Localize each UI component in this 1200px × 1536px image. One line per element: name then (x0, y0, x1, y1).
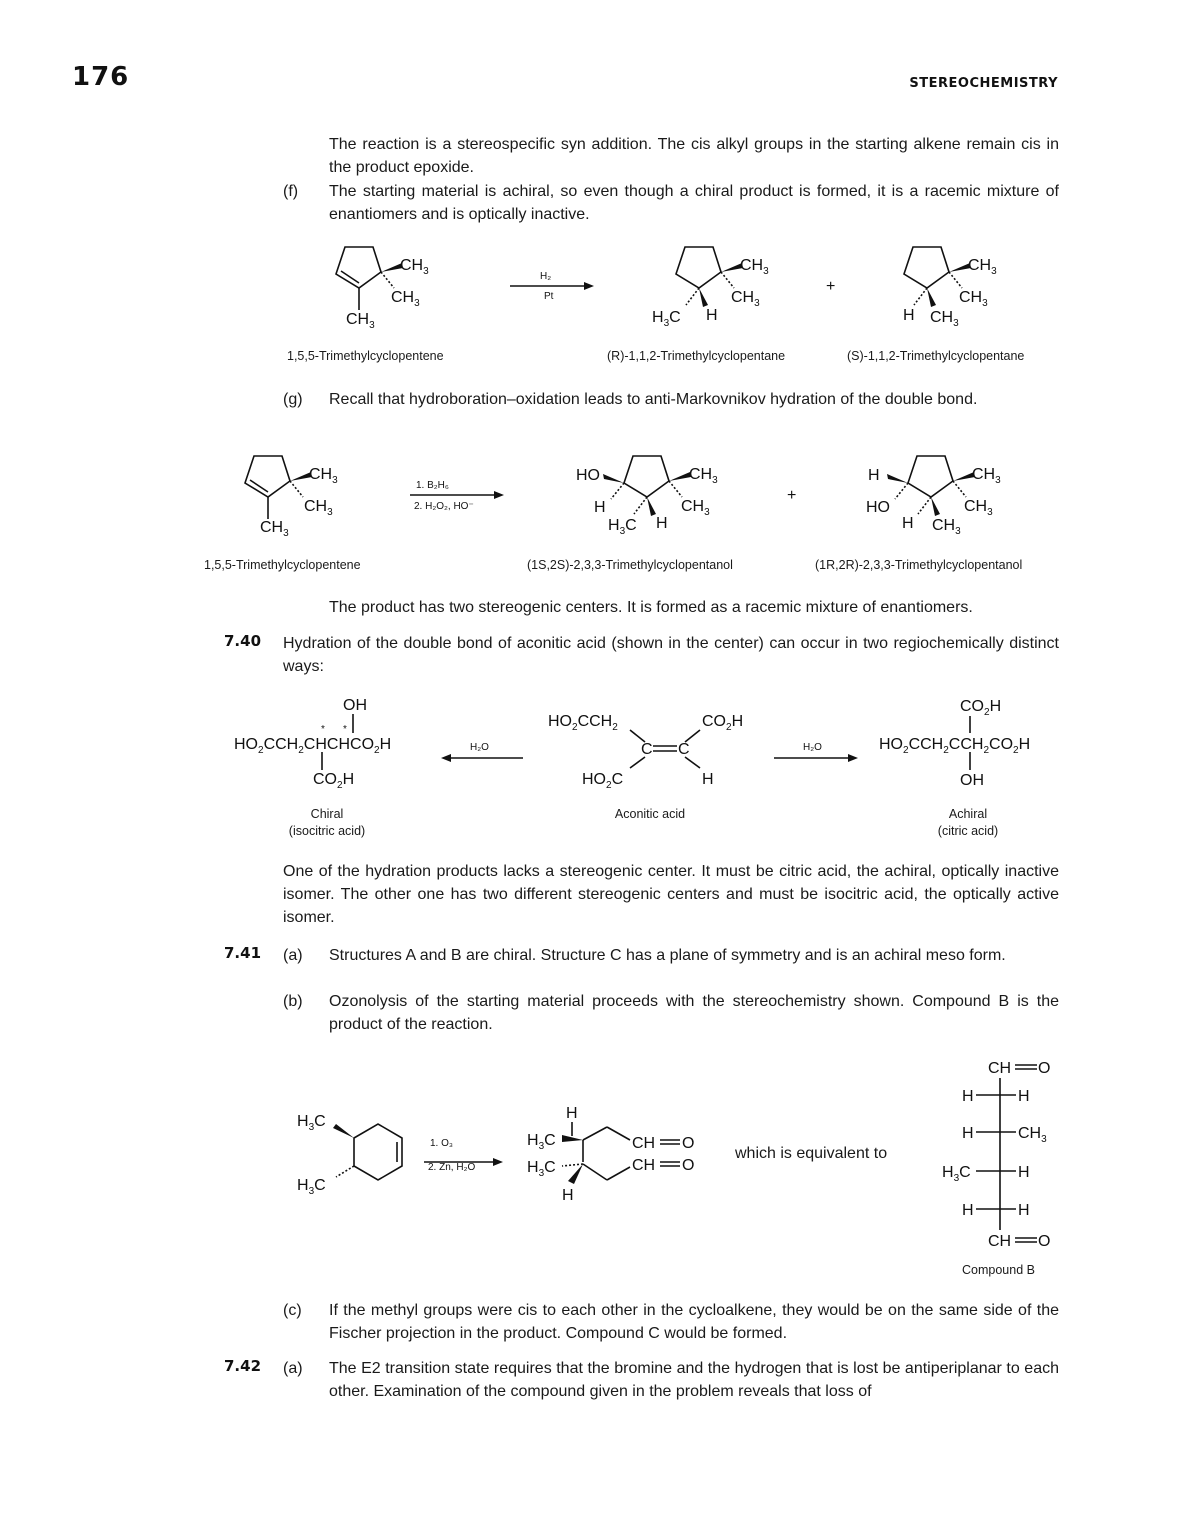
reagent-h2: H₂ (540, 271, 552, 282)
part-7-42-a-text: The E2 transition state requires that the bromine and the hydrogen that is lost be antiperiplanar to each other. Examination of the compound given in the problem reveals that loss of (329, 1360, 1059, 1400)
reagent-h2o-left: H₂O (470, 742, 489, 753)
svg-text:*: * (321, 724, 325, 735)
svg-text:H: H (962, 1088, 974, 1105)
svg-text:HO2CCH2CCH2CO2H: $HO_2CCH_2CCH_2CO_2H$ (879, 736, 1031, 756)
svg-text:CH3: $CH_3$ (346, 311, 375, 331)
svg-text:CO2H: $CO_2H$ (313, 771, 355, 791)
svg-text:CH3: $CH_3$ (681, 498, 710, 518)
reagent-zn: 2. Zn, H₂O (428, 1162, 476, 1173)
paragraph-e-continuation: The reaction is a stereospecific syn addition. The cis alkyl groups in the starting alkene remain cis in the product epoxide. (329, 136, 1059, 176)
citric-caption-name: (citric acid) (937, 824, 999, 838)
problem-7-42-number: 7.42 (224, 1357, 262, 1375)
svg-text:H3C: $H_3C$ (297, 1177, 326, 1197)
svg-text:HO2C: $HO_2C$ (582, 771, 624, 791)
part-7-41-b-text: Ozonolysis of the starting material proceeds with the stereochemistry shown. Compound B is the product of the reaction. (329, 993, 1059, 1033)
svg-text:H: H (562, 1187, 574, 1204)
svg-text:OH: OH (343, 697, 367, 714)
caption-f-s-product: (S)-1,1,2-Trimethylcyclopentane (847, 349, 1025, 363)
svg-text:H: H (962, 1202, 974, 1219)
svg-text:H: H (1018, 1202, 1030, 1219)
svg-text:HO: HO (866, 499, 890, 516)
ozonolysis-product-structure (527, 1105, 694, 1204)
svg-text:H3C: $H_3C$ (527, 1159, 556, 1179)
svg-text:H: H (903, 307, 915, 324)
svg-text:CH3: $CH_3$ (400, 257, 429, 277)
svg-text:CH3: $CH_3$ (930, 309, 959, 329)
svg-text:CH: CH (632, 1135, 656, 1152)
svg-text:O: O (682, 1157, 695, 1174)
svg-text:H3C: $H_3C$ (527, 1132, 556, 1152)
svg-text:H: H (702, 771, 714, 788)
reagent-o3: 1. O₃ (430, 1138, 453, 1149)
reagent-b2h6: 1. B₂H₆ (416, 480, 449, 491)
dimethylcyclohexene-structure (297, 1113, 402, 1197)
svg-text:CH3: $CH_3$ (968, 257, 997, 277)
svg-text:CH: CH (988, 1233, 1012, 1250)
citric-caption-achiral: Achiral (948, 807, 988, 821)
svg-text:CH: CH (988, 1060, 1012, 1077)
svg-text:OH: OH (960, 772, 984, 789)
reagent-pt: Pt (544, 291, 554, 302)
part-7-41-c-text: If the methyl groups were cis to each other in the cycloalkene, they would be on the same side of the Fischer projection in the product. Compound C would be formed. (329, 1302, 1059, 1342)
problem-7-40-text: Hydration of the double bond of aconitic acid (shown in the center) can occur in two regiochemically distinct ways: (283, 635, 1059, 675)
svg-text:H: H (1018, 1088, 1030, 1105)
svg-text:CH3: $CH_3$ (309, 466, 338, 486)
svg-text:H: H (902, 515, 914, 532)
svg-text:H3C: $H_3C$ (652, 309, 681, 329)
equivalent-text: which is equivalent to (735, 1145, 888, 1162)
svg-text:C: C (678, 741, 690, 758)
caption-g-start: 1,5,5-Trimethylcyclopentene (204, 558, 361, 572)
part-g-label: (g) (283, 391, 303, 408)
problem-7-41-number: 7.41 (224, 944, 262, 962)
svg-text:*: * (343, 724, 347, 735)
svg-text:CH3: $CH_3$ (391, 289, 420, 309)
aconitic-caption: Aconitic acid (614, 807, 686, 821)
svg-text:CH3: $CH_3$ (1018, 1125, 1047, 1145)
svg-text:H: H (1018, 1164, 1030, 1181)
caption-f-r-product: (R)-1,1,2-Trimethylcyclopentane (607, 349, 786, 363)
svg-text:O: O (682, 1135, 695, 1152)
svg-text:CH3: $CH_3$ (304, 498, 333, 518)
svg-text:CO2H: $CO_2H$ (960, 698, 1002, 718)
reagent-h2o-right: H₂O (803, 742, 822, 753)
svg-text:CH: CH (632, 1157, 656, 1174)
svg-text:H: H (566, 1105, 578, 1122)
svg-text:CH3: $CH_3$ (972, 466, 1001, 486)
svg-text:HO2CCH2: $HO_2CCH_2$ (548, 713, 618, 733)
svg-text:CH3: $CH_3$ (932, 517, 961, 537)
caption-g-1r2r: (1R,2R)-2,3,3-Trimethylcyclopentanol (815, 558, 1023, 572)
part-g-conclusion: The product has two stereogenic centers. It is formed as a racemic mixture of enantiomers. (329, 599, 973, 616)
part-f-text: The starting material is achiral, so even though a chiral product is formed, it is a racemic mixture of enantiomers and is optically inactive. (329, 183, 1059, 223)
svg-text:HO2CCH2CHCHCO2H: $HO_2CCH_2CHCHCO_2H$ (234, 736, 392, 756)
svg-text:O: O (1038, 1233, 1051, 1250)
svg-text:O: O (1038, 1060, 1051, 1077)
svg-text:H: H (868, 467, 880, 484)
plus-sign-f: + (826, 278, 836, 295)
svg-text:CH3: $CH_3$ (260, 519, 289, 539)
part-7-41-a-label: (a) (283, 947, 303, 964)
fischer-projection-compound-b (942, 1060, 1050, 1250)
page-number: 176 (72, 62, 130, 92)
svg-text:H3C: $H_3C$ (297, 1113, 326, 1133)
part-7-41-a-text: Structures A and B are chiral. Structure C has a plane of symmetry and is an achiral meso form. (329, 947, 1006, 964)
plus-sign-g: + (787, 487, 797, 504)
svg-text:CH3: $CH_3$ (689, 466, 718, 486)
svg-text:CH3: $CH_3$ (964, 498, 993, 518)
problem-7-40-number: 7.40 (224, 632, 262, 650)
reagent-h2o2: 2. H₂O₂, HO⁻ (414, 501, 474, 512)
svg-text:CH3: $CH_3$ (959, 289, 988, 309)
compound-b-label: Compound B (962, 1263, 1035, 1277)
svg-text:H: H (594, 499, 606, 516)
part-7-42-a-label: (a) (283, 1360, 303, 1377)
part-f-label: (f) (283, 183, 299, 200)
problem-7-40-conclusion: One of the hydration products lacks a stereogenic center. It must be citric acid, the achiral, optically inactive isomer. The other one has two different stereogenic centers and must be isocitric acid, the optically active isomer. (283, 863, 1059, 926)
svg-text:H: H (656, 515, 668, 532)
svg-text:HO: HO (576, 467, 600, 484)
svg-text:CH3: $CH_3$ (731, 289, 760, 309)
part-g-text: Recall that hydroboration–oxidation leads to anti-Markovnikov hydration of the double bond. (329, 391, 978, 408)
svg-text:CO2H: $CO_2H$ (702, 713, 744, 733)
isocitric-caption-name: (isocitric acid) (288, 824, 366, 838)
svg-text:CH3: $CH_3$ (740, 257, 769, 277)
svg-text:H: H (962, 1125, 974, 1142)
svg-text:H3C: $H_3C$ (608, 517, 637, 537)
running-head: STEREOCHEMISTRY (909, 76, 1058, 91)
svg-text:H: H (706, 307, 718, 324)
svg-text:C: C (641, 741, 653, 758)
part-7-41-b-label: (b) (283, 993, 303, 1010)
caption-f-start: 1,5,5-Trimethylcyclopentene (287, 349, 444, 363)
part-7-41-c-label: (c) (283, 1302, 302, 1319)
svg-text:H3C: $H_3C$ (942, 1164, 971, 1184)
caption-g-1s2s: (1S,2S)-2,3,3-Trimethylcyclopentanol (527, 558, 733, 572)
isocitric-caption-chiral: Chiral (310, 807, 344, 821)
